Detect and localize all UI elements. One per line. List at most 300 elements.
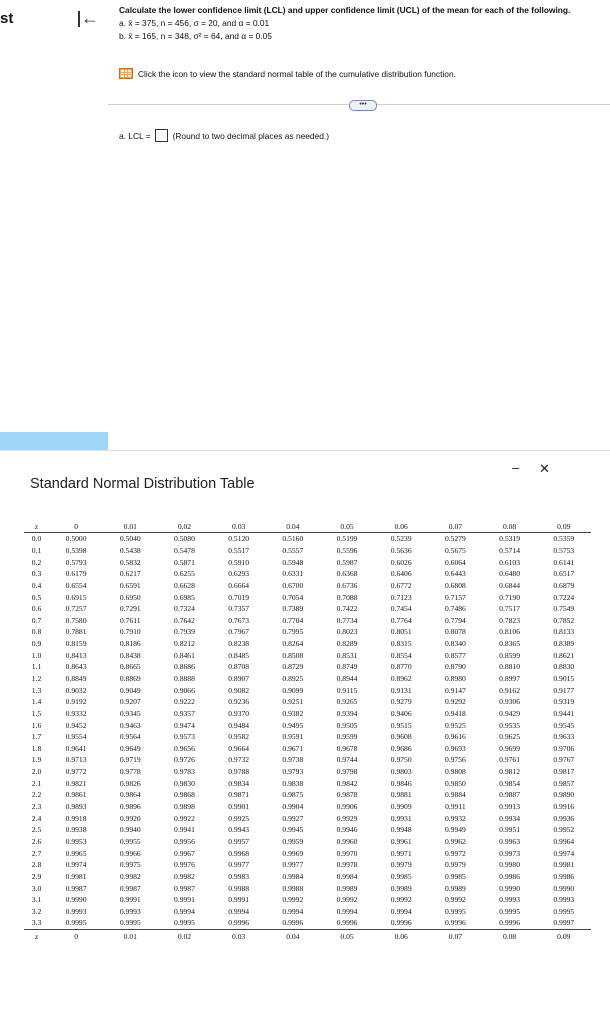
probability-cell: 0.8907: [228, 674, 250, 683]
probability-cell: 0.8159: [65, 639, 87, 649]
probability-cell: 0.9988: [282, 883, 304, 893]
probability-cell: 0.9713: [65, 755, 87, 765]
probability-cell: 0.9706: [553, 743, 575, 753]
probability-cell: 0.6950: [119, 592, 141, 602]
probability-cell: 0.9177: [553, 685, 575, 695]
table-row: [24, 545, 591, 557]
lcl-input[interactable]: [155, 129, 168, 142]
probability-cell: 0.8438: [119, 650, 141, 660]
probability-cell: 0.8413: [65, 650, 87, 660]
probability-cell: 0.6293: [228, 569, 250, 579]
probability-cell: 0.9370: [228, 708, 250, 718]
probability-cell: 0.9015: [553, 674, 575, 683]
probability-cell: 0.8577: [444, 650, 466, 660]
z-value-cell: 3.1: [31, 895, 42, 905]
table-row: [24, 789, 591, 801]
probability-cell: 0.9920: [119, 813, 141, 823]
probability-cell: 0.7257: [65, 604, 87, 614]
table-row: [24, 614, 591, 626]
probability-cell: 0.5438: [119, 545, 141, 555]
probability-cell: 0.9693: [444, 743, 466, 753]
probability-cell: 0.9633: [553, 732, 575, 742]
probability-cell: 0.5120: [228, 534, 250, 544]
probability-cell: 0.5199: [336, 534, 358, 544]
probability-cell: 0.8508: [282, 650, 304, 660]
probability-cell: 0.9222: [174, 697, 195, 707]
z-value-cell: 2.4: [31, 813, 42, 823]
probability-cell: 0.9965: [65, 848, 87, 858]
probability-cell: 0.9868: [174, 790, 195, 800]
normal-distribution-table: [24, 520, 591, 943]
probability-cell: 0.9625: [499, 732, 521, 742]
footer-cell: 0.03: [212, 929, 266, 943]
probability-cell: 0.6026: [390, 557, 412, 567]
probability-cell: 0.7549: [553, 604, 575, 614]
probability-cell: 0.9989: [390, 883, 412, 893]
table-row: [24, 673, 591, 685]
probability-cell: 0.8869: [119, 674, 141, 683]
z-value-cell: 0.5: [31, 592, 42, 602]
modal-tab: [0, 432, 108, 450]
header-cell: 0.06: [374, 520, 428, 533]
probability-cell: 0.7019: [228, 592, 250, 602]
probability-cell: 0.9535: [499, 720, 521, 730]
probability-cell: 0.9977: [282, 860, 304, 870]
probability-cell: 0.9938: [65, 825, 87, 835]
probability-cell: 0.5239: [390, 534, 412, 544]
probability-cell: 0.5359: [553, 534, 575, 544]
probability-cell: 0.9162: [499, 685, 521, 695]
probability-cell: 0.9940: [119, 825, 141, 835]
probability-cell: 0.9515: [390, 720, 412, 730]
z-value-cell: 1.8: [31, 743, 42, 753]
table-row: [24, 731, 591, 743]
probability-cell: 0.9699: [499, 743, 521, 753]
probability-cell: 0.9871: [228, 790, 250, 800]
probability-cell: 0.7422: [336, 604, 358, 614]
probability-cell: 0.7123: [390, 592, 412, 602]
probability-cell: 0.9495: [282, 720, 304, 730]
probability-cell: 0.9981: [65, 871, 87, 881]
footer-cell: 0.04: [266, 929, 320, 943]
probability-cell: 0.9964: [553, 836, 575, 846]
probability-cell: 0.9881: [390, 790, 412, 800]
probability-cell: 0.9890: [553, 790, 575, 800]
probability-cell: 0.8078: [444, 627, 466, 637]
probability-cell: 0.6443: [444, 569, 466, 579]
probability-cell: 0.6064: [444, 557, 466, 567]
probability-cell: 0.9854: [499, 778, 521, 788]
probability-cell: 0.5753: [553, 545, 575, 555]
table-row: [24, 871, 591, 883]
probability-cell: 0.5517: [228, 545, 250, 555]
probability-cell: 0.9406: [390, 708, 412, 718]
probability-cell: 0.9525: [444, 720, 466, 730]
probability-cell: 0.9147: [444, 685, 466, 695]
probability-cell: 0.9995: [553, 906, 575, 916]
probability-cell: 0.9952: [553, 825, 575, 835]
probability-cell: 0.9875: [282, 790, 304, 800]
probability-cell: 0.9545: [553, 720, 575, 730]
probability-cell: 0.9990: [65, 895, 87, 905]
table-row: [24, 684, 591, 696]
probability-cell: 0.6700: [282, 580, 304, 590]
probability-cell: 0.9441: [553, 708, 575, 718]
footer-cell: 0.01: [103, 929, 157, 943]
probability-cell: 0.9995: [174, 918, 195, 928]
probability-cell: 0.8340: [444, 639, 466, 649]
table-row: [24, 708, 591, 720]
probability-cell: 0.6554: [65, 580, 87, 590]
probability-cell: 0.7517: [499, 604, 521, 614]
rounding-hint: (Round to two decimal places as needed.): [172, 130, 330, 141]
header-cell: 0.07: [428, 520, 482, 533]
probability-cell: 0.7088: [336, 592, 358, 602]
probability-cell: 0.9948: [390, 825, 412, 835]
probability-cell: 0.9798: [336, 767, 358, 777]
table-row: [24, 580, 591, 592]
collapse-panel-button[interactable]: [78, 8, 99, 29]
probability-cell: 0.6480: [499, 569, 521, 579]
part-b-text: b. x̄ = 165, n = 348, σ² = 64, and α = 0.05: [119, 31, 272, 41]
probability-cell: 0.9986: [553, 871, 575, 881]
probability-cell: 0.8665: [119, 662, 141, 672]
probability-cell: 0.9931: [390, 813, 412, 823]
probability-cell: 0.8888: [174, 674, 195, 683]
probability-cell: 0.9977: [228, 860, 250, 870]
probability-cell: 0.8365: [499, 639, 521, 649]
probability-cell: 0.9996: [444, 918, 466, 928]
probability-cell: 0.9983: [228, 871, 250, 881]
part-a-text: a. x̄ = 375, n = 456, σ = 20, and α = 0.01: [119, 18, 270, 28]
probability-cell: 0.5793: [65, 557, 87, 567]
table-row: [24, 812, 591, 824]
probability-cell: 0.9830: [174, 778, 195, 788]
probability-cell: 0.8708: [228, 662, 250, 672]
z-value-cell: 1.2: [31, 674, 42, 683]
modal-top-border: [0, 450, 610, 451]
probability-cell: 0.9994: [336, 906, 358, 916]
probability-cell: 0.9974: [65, 860, 87, 870]
probability-cell: 0.8830: [553, 662, 575, 672]
probability-cell: 0.7224: [553, 592, 575, 602]
z-value-cell: 0.2: [31, 557, 42, 567]
probability-cell: 0.9989: [336, 883, 358, 893]
probability-cell: 0.7611: [119, 615, 141, 625]
probability-cell: 0.9962: [444, 836, 466, 846]
table-row: [24, 882, 591, 894]
footer-cell: 0.06: [374, 929, 428, 943]
probability-cell: 0.6736: [336, 580, 358, 590]
z-value-cell: 2.9: [31, 871, 42, 881]
probability-cell: 0.9582: [228, 732, 250, 742]
z-value-cell: 1.5: [31, 708, 42, 718]
z-value-cell: 2.0: [31, 767, 42, 777]
expand-more-button[interactable]: •••: [349, 100, 377, 111]
probability-cell: 0.9995: [444, 906, 466, 916]
normal-table-link-text[interactable]: Click the icon to view the standard normal table of the cumulative distribution function.: [138, 68, 456, 79]
probability-cell: 0.7939: [174, 627, 195, 637]
probability-cell: 0.9987: [174, 883, 195, 893]
probability-cell: 0.9975: [119, 860, 141, 870]
probability-cell: 0.6103: [499, 557, 521, 567]
probability-cell: 0.9842: [336, 778, 358, 788]
probability-cell: 0.8106: [499, 627, 521, 637]
probability-cell: 0.9846: [390, 778, 412, 788]
probability-cell: 0.9974: [553, 848, 575, 858]
z-value-cell: 2.1: [31, 778, 42, 788]
z-value-cell: 0.3: [31, 569, 42, 579]
probability-cell: 0.9918: [65, 813, 87, 823]
header-cell: 0.05: [320, 520, 374, 533]
probability-cell: 0.9951: [499, 825, 521, 835]
probability-cell: 0.8238: [228, 639, 250, 649]
probability-cell: 0.9959: [282, 836, 304, 846]
probability-cell: 0.9994: [174, 906, 195, 916]
probability-cell: 0.7881: [65, 627, 87, 637]
z-value-cell: 2.7: [31, 848, 42, 858]
probability-cell: 0.9772: [65, 767, 87, 777]
probability-cell: 0.9980: [499, 860, 521, 870]
probability-cell: 0.7852: [553, 615, 575, 625]
probability-cell: 0.9678: [336, 743, 358, 753]
probability-cell: 0.5319: [499, 534, 521, 544]
table-row: [24, 743, 591, 755]
probability-cell: 0.7054: [282, 592, 304, 602]
probability-cell: 0.9812: [499, 767, 521, 777]
probability-cell: 0.9911: [445, 802, 466, 812]
probability-cell: 0.9279: [390, 697, 412, 707]
probability-cell: 0.9750: [390, 755, 412, 765]
probability-cell: 0.6331: [282, 569, 304, 579]
probability-cell: 0.9474: [174, 720, 195, 730]
probability-cell: 0.9993: [119, 906, 141, 916]
probability-cell: 0.9878: [336, 790, 358, 800]
probability-cell: 0.7324: [174, 604, 195, 614]
z-value-cell: 2.6: [31, 836, 42, 846]
probability-cell: 0.9994: [390, 906, 412, 916]
footer-cell: 0.02: [157, 929, 211, 943]
header-z: z: [24, 520, 49, 533]
probability-cell: 0.9916: [553, 802, 575, 812]
probability-cell: 0.9099: [282, 685, 304, 695]
panel-label: st: [0, 10, 14, 27]
probability-cell: 0.9901: [228, 802, 250, 812]
table-row: [24, 859, 591, 871]
probability-cell: 0.6179: [65, 569, 87, 579]
probability-cell: 0.9994: [282, 906, 304, 916]
probability-cell: 0.5160: [282, 534, 304, 544]
probability-cell: 0.9265: [336, 697, 358, 707]
probability-cell: 0.9803: [390, 767, 412, 777]
probability-cell: 0.9049: [119, 685, 141, 695]
probability-cell: 0.6255: [174, 569, 195, 579]
table-row: [24, 917, 591, 929]
probability-cell: 0.5279: [444, 534, 466, 544]
probability-cell: 0.8962: [390, 674, 412, 683]
probability-cell: 0.9955: [119, 836, 141, 846]
z-value-cell: 0.4: [31, 580, 42, 590]
probability-cell: 0.9686: [390, 743, 412, 753]
probability-cell: 0.8944: [336, 674, 358, 683]
probability-cell: 0.5987: [336, 557, 358, 567]
probability-cell: 0.9115: [336, 685, 358, 695]
probability-cell: 0.9826: [119, 778, 141, 788]
probability-cell: 0.9929: [336, 813, 358, 823]
z-value-cell: 2.8: [31, 860, 42, 870]
footer-cell: 0.05: [320, 929, 374, 943]
probability-cell: 0.9927: [282, 813, 304, 823]
probability-cell: 0.9987: [65, 883, 87, 893]
probability-cell: 0.9207: [119, 697, 141, 707]
probability-cell: 0.9943: [228, 825, 250, 835]
probability-cell: 0.9671: [282, 743, 304, 753]
probability-cell: 0.9761: [499, 755, 521, 765]
probability-cell: 0.9861: [65, 790, 87, 800]
z-value-cell: 0.6: [31, 604, 42, 614]
table-row: [24, 777, 591, 789]
probability-cell: 0.9656: [174, 743, 195, 753]
table-row: [24, 661, 591, 673]
probability-cell: 0.5596: [336, 545, 358, 555]
z-value-cell: 3.3: [31, 918, 42, 928]
probability-cell: 0.9984: [336, 871, 358, 881]
header-cell: 0.04: [266, 520, 320, 533]
probability-cell: 0.9995: [119, 918, 141, 928]
z-value-cell: 1.1: [31, 662, 42, 672]
footer-cell: 0.08: [483, 929, 537, 943]
probability-cell: 0.9192: [65, 697, 87, 707]
probability-cell: 0.6141: [553, 557, 575, 567]
probability-cell: 0.9989: [444, 883, 466, 893]
table-row: [24, 626, 591, 638]
probability-cell: 0.9857: [553, 778, 575, 788]
probability-cell: 0.8686: [174, 662, 195, 672]
collapse-arrow-icon: [78, 11, 80, 27]
normal-table-link[interactable]: [119, 68, 456, 79]
probability-cell: 0.6217: [119, 569, 141, 579]
probability-cell: 0.7967: [228, 627, 250, 637]
probability-cell: 0.7823: [499, 615, 521, 625]
modal-title: Standard Normal Distribution Table: [30, 476, 255, 492]
probability-cell: 0.9463: [119, 720, 141, 730]
probability-cell: 0.9967: [174, 848, 195, 858]
probability-cell: 0.9394: [336, 708, 358, 718]
z-value-cell: 0.7: [31, 615, 42, 625]
table-row: [24, 603, 591, 615]
probability-cell: 0.9641: [65, 743, 87, 753]
z-value-cell: 1.4: [31, 697, 42, 707]
answer-row: [119, 129, 329, 142]
probability-cell: 0.8810: [499, 662, 521, 672]
probability-cell: 0.5636: [390, 545, 412, 555]
probability-cell: 0.9992: [444, 895, 466, 905]
probability-cell: 0.7190: [499, 592, 521, 602]
probability-cell: 0.9357: [174, 708, 195, 718]
probability-cell: 0.8264: [282, 639, 304, 649]
probability-cell: 0.9505: [336, 720, 358, 730]
probability-cell: 0.5080: [174, 534, 195, 544]
probability-cell: 0.9319: [553, 697, 575, 707]
probability-cell: 0.6844: [499, 580, 521, 590]
minimize-button[interactable]: –: [512, 460, 520, 475]
probability-cell: 0.9884: [444, 790, 466, 800]
probability-cell: 0.7486: [444, 604, 466, 614]
probability-cell: 0.9382: [282, 708, 304, 718]
probability-cell: 0.9738: [282, 755, 304, 765]
probability-cell: 0.9616: [444, 732, 466, 742]
probability-cell: 0.8621: [553, 650, 575, 660]
z-value-cell: 2.5: [31, 825, 42, 835]
probability-cell: 0.9993: [553, 895, 575, 905]
probability-cell: 0.8849: [65, 674, 87, 683]
probability-cell: 0.9783: [174, 767, 195, 777]
question-text: Calculate the lower confidence limit (LCL) and upper confidence limit (UCL) of the mean for each of the following.: [119, 5, 571, 15]
probability-cell: 0.9960: [336, 836, 358, 846]
header-cell: 0.09: [537, 520, 591, 533]
probability-cell: 0.9985: [444, 871, 466, 881]
probability-cell: 0.9236: [228, 697, 250, 707]
probability-cell: 0.8749: [336, 662, 358, 672]
header-cell: 0.08: [483, 520, 537, 533]
probability-cell: 0.8186: [119, 639, 141, 649]
table-row: [24, 649, 591, 661]
probability-cell: 0.9991: [174, 895, 195, 905]
probability-cell: 0.9251: [282, 697, 304, 707]
probability-cell: 0.9953: [65, 836, 87, 846]
probability-cell: 0.9608: [390, 732, 412, 742]
probability-cell: 0.8212: [174, 639, 195, 649]
table-row: [24, 568, 591, 580]
left-arrow-icon: ←: [81, 8, 99, 28]
probability-cell: 0.6368: [336, 569, 358, 579]
probability-cell: 0.5910: [228, 557, 250, 567]
probability-cell: 0.6517: [553, 569, 575, 579]
probability-cell: 0.9993: [65, 906, 87, 916]
probability-cell: 0.9991: [228, 895, 250, 905]
probability-cell: 0.7580: [65, 615, 87, 625]
probability-cell: 0.9484: [228, 720, 250, 730]
probability-cell: 0.6772: [390, 580, 412, 590]
probability-cell: 0.9985: [390, 871, 412, 881]
header-cell: 0.02: [157, 520, 211, 533]
close-button[interactable]: ✕: [539, 461, 550, 476]
probability-cell: 0.9599: [336, 732, 358, 742]
probability-cell: 0.9793: [282, 767, 304, 777]
probability-cell: 0.9988: [228, 883, 250, 893]
problem-statement: [119, 4, 610, 43]
probability-cell: 0.9992: [390, 895, 412, 905]
probability-cell: 0.9945: [282, 825, 304, 835]
probability-cell: 0.8289: [336, 639, 358, 649]
probability-cell: 0.9996: [336, 918, 358, 928]
probability-cell: 0.9982: [119, 871, 141, 881]
table-row: [24, 824, 591, 836]
probability-cell: 0.9726: [174, 755, 195, 765]
probability-cell: 0.9808: [444, 767, 466, 777]
z-value-cell: 1.6: [31, 720, 42, 730]
table-header-row: [24, 520, 591, 533]
probability-cell: 0.9925: [228, 813, 250, 823]
probability-cell: 0.5478: [174, 545, 195, 555]
probability-cell: 0.9994: [228, 906, 250, 916]
probability-cell: 0.9306: [499, 697, 521, 707]
table-icon[interactable]: [119, 68, 133, 79]
probability-cell: 0.9984: [282, 871, 304, 881]
probability-cell: 0.8554: [390, 650, 412, 660]
z-value-cell: 2.3: [31, 802, 42, 812]
z-value-cell: 3.2: [31, 906, 42, 916]
